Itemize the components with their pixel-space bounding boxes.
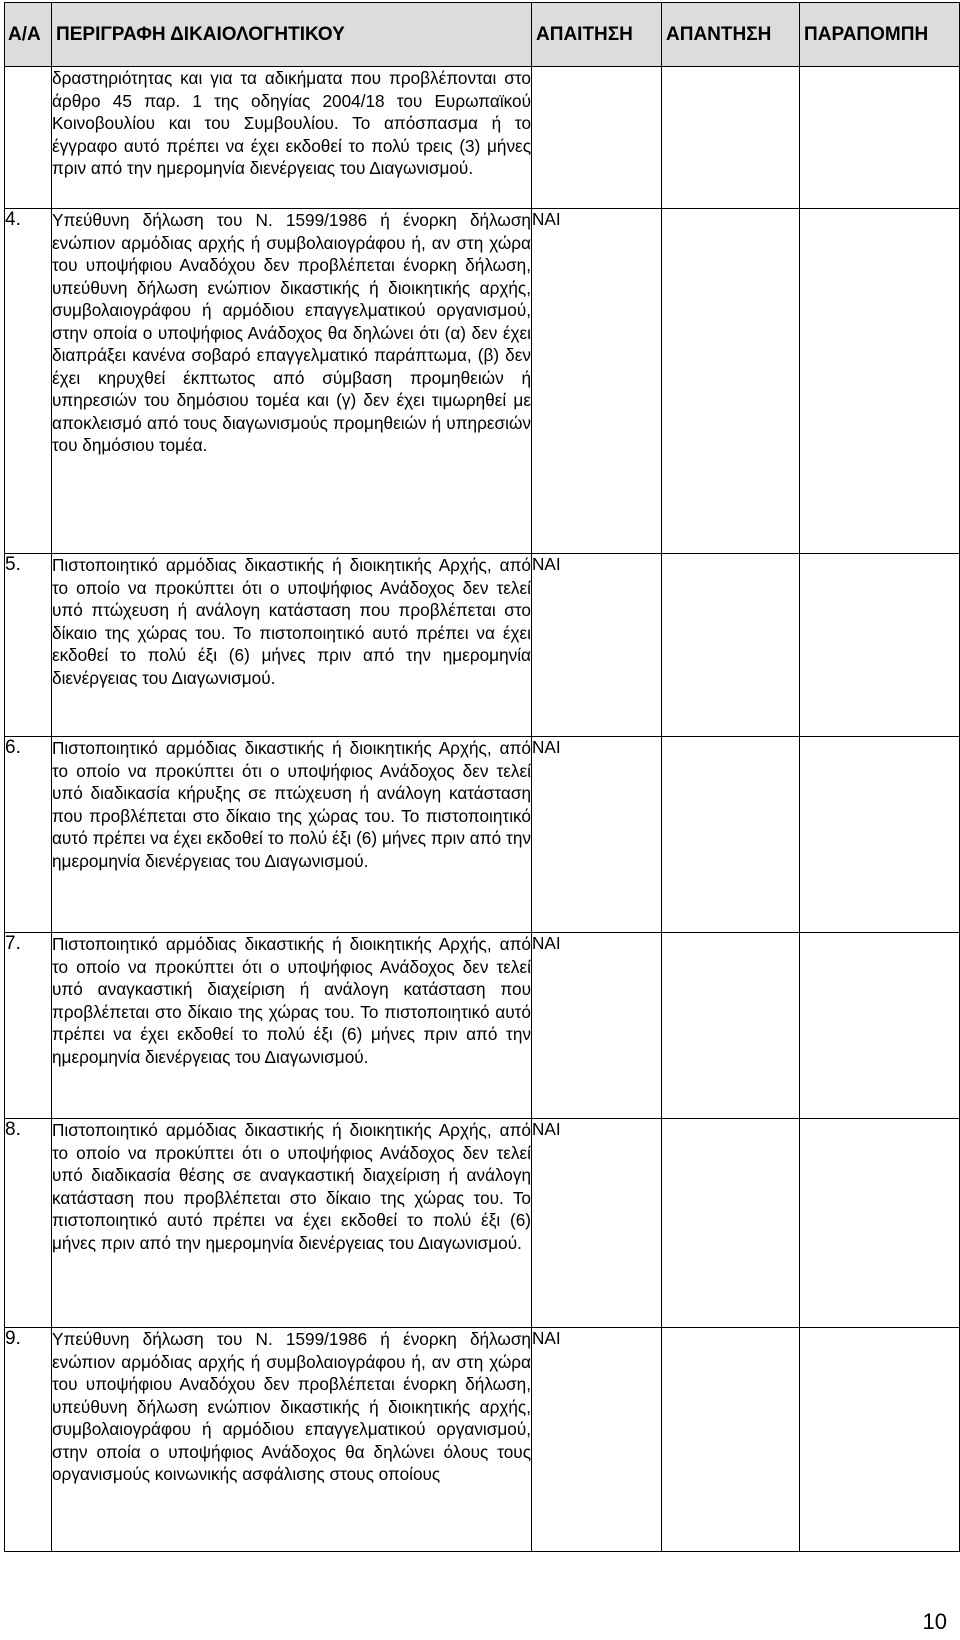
row-reference[interactable]	[800, 933, 960, 1119]
table-row	[5, 554, 960, 737]
row-reference[interactable]	[800, 67, 960, 209]
row-number: 6.	[5, 737, 52, 933]
row-number: 4.	[5, 209, 52, 554]
row-reference[interactable]	[800, 1119, 960, 1328]
table-row	[5, 209, 960, 554]
table-row	[5, 737, 960, 933]
row-response[interactable]	[662, 67, 800, 209]
row-description: Υπεύθυνη δήλωση του Ν. 1599/1986 ή ένορκη δήλωση ενώπιον αρμόδιας αρχής ή συμβολαιογράφου ή, αν στη χώρα του υποψήφιου Αναδόχου δεν προβλέπεται ένορκη δήλωση, υπεύθυνη δήλωση ενώπιον δικαστικής ή διοικητικής αρχής, συμβολαιογράφου ή αρμόδιου επαγγελματικού οργανισμού, στην οποία ο υποψήφιος Ανάδοχος θα δηλώνει ότι (α) δεν έχει διαπράξει κανένα σοβαρό επαγγελματικό παράπτωμα, (β) δεν έχει κηρυχθεί έκπτωτος από σύμβαση προμηθειών ή υπηρεσιών του δημόσιου τομέα και (γ) δεν έχει τιμωρηθεί με αποκλεισμό από τους διαγωνισμούς προμηθειών ή υπηρεσιών του δημόσιου τομέα.	[52, 209, 532, 554]
table-header-row	[5, 3, 960, 67]
table-row	[5, 933, 960, 1119]
row-reference[interactable]	[800, 554, 960, 737]
row-number: 8.	[5, 1119, 52, 1328]
row-response[interactable]	[662, 554, 800, 737]
table-row	[5, 1119, 960, 1328]
row-reference[interactable]	[800, 1328, 960, 1552]
row-description: Πιστοποιητικό αρμόδιας δικαστικής ή διοικητικής Αρχής, από το οποίο να προκύπτει ότι ο υποψήφιος Ανάδοχος δεν τελεί υπό διαδικασία θέσης σε αναγκαστική διαχείριση ή ανάλογη κατάσταση που προβλέπεται στο δίκαιο της χώρας του. Το πιστοποιητικό αυτό πρέπει να έχει εκδοθεί το πολύ έξι (6) μήνες πριν από την ημερομηνία διενέργειας του Διαγωνισμού.	[52, 1119, 532, 1328]
row-requirement: ΝΑΙ	[532, 209, 662, 554]
row-requirement: ΝΑΙ	[532, 1328, 662, 1552]
row-reference[interactable]	[800, 209, 960, 554]
row-number: 5.	[5, 554, 52, 737]
row-description: Πιστοποιητικό αρμόδιας δικαστικής ή διοικητικής Αρχής, από το οποίο να προκύπτει ότι ο υποψήφιος Ανάδοχος δεν τελεί υπό πτώχευση ή ανάλογη κατάσταση που προβλέπεται στο δίκαιο της χώρας του. Το πιστοποιητικό αυτό πρέπει να έχει εκδοθεί το πολύ έξι (6) μήνες πριν από την ημερομηνία διενέργειας του Διαγωνισμού.	[52, 554, 532, 737]
requirements-table	[4, 2, 960, 1552]
table-row	[5, 1328, 960, 1552]
row-description: Υπεύθυνη δήλωση του Ν. 1599/1986 ή ένορκη δήλωση ενώπιον αρμόδιας αρχής ή συμβολαιογράφου ή, αν στη χώρα του υποψήφιου Αναδόχου δεν προβλέπεται ένορκη δήλωση, υπεύθυνη δήλωση ενώπιον δικαστικής ή διοικητικής αρχής, συμβολαιογράφου ή αρμόδιου επαγγελματικού οργανισμού, στην οποία ο υποψήφιος Ανάδοχος θα δηλώνει όλους τους οργανισμούς κοινωνικής ασφάλισης στους οποίους	[52, 1328, 532, 1552]
row-requirement: ΝΑΙ	[532, 737, 662, 933]
table-row	[5, 67, 960, 209]
row-requirement	[532, 67, 662, 209]
header-aa: Α/Α	[5, 3, 52, 67]
header-requirement: ΑΠΑΙΤΗΣΗ	[532, 3, 662, 67]
row-response[interactable]	[662, 209, 800, 554]
row-description: δραστηριότητας και για τα αδικήματα που προβλέπονται στο άρθρο 45 παρ. 1 της οδηγίας 2004/18 του Ευρωπαϊκού Κοινοβουλίου και του Συμβουλίου. Το απόσπασμα ή το έγγραφο αυτό πρέπει να έχει εκδοθεί το πολύ τρεις (3) μήνες πριν από την ημερομηνία διενέργειας του Διαγωνισμού.	[52, 67, 532, 209]
page-number: 10	[922, 1609, 947, 1634]
row-response[interactable]	[662, 737, 800, 933]
row-number: 7.	[5, 933, 52, 1119]
header-reference: ΠΑΡΑΠΟΜΠΗ	[800, 3, 960, 67]
header-description: ΠΕΡΙΓΡΑΦΗ ΔΙΚΑΙΟΛΟΓΗΤΙΚΟΥ	[52, 3, 532, 67]
row-description: Πιστοποιητικό αρμόδιας δικαστικής ή διοικητικής Αρχής, από το οποίο να προκύπτει ότι ο υποψήφιος Ανάδοχος δεν τελεί υπό διαδικασία κήρυξης σε πτώχευση ή ανάλογη κατάσταση που προβλέπεται στο δίκαιο της χώρας του. Το πιστοποιητικό αυτό πρέπει να έχει εκδοθεί το πολύ έξι (6) μήνες πριν από την ημερομηνία διενέργειας του Διαγωνισμού.	[52, 737, 532, 933]
row-description: Πιστοποιητικό αρμόδιας δικαστικής ή διοικητικής Αρχής, από το οποίο να προκύπτει ότι ο υποψήφιος Ανάδοχος δεν τελεί υπό αναγκαστική διαχείριση ή ανάλογη κατάσταση που προβλέπεται στο δίκαιο της χώρας του. Το πιστοποιητικό αυτό πρέπει να έχει εκδοθεί το πολύ έξι (6) μήνες πριν από την ημερομηνία διενέργειας του Διαγωνισμού.	[52, 933, 532, 1119]
row-number	[5, 67, 52, 209]
row-response[interactable]	[662, 1328, 800, 1552]
row-requirement: ΝΑΙ	[532, 1119, 662, 1328]
row-response[interactable]	[662, 1119, 800, 1328]
row-requirement: ΝΑΙ	[532, 554, 662, 737]
header-response: ΑΠΑΝΤΗΣΗ	[662, 3, 800, 67]
row-response[interactable]	[662, 933, 800, 1119]
row-number: 9.	[5, 1328, 52, 1552]
row-requirement: ΝΑΙ	[532, 933, 662, 1119]
row-reference[interactable]	[800, 737, 960, 933]
